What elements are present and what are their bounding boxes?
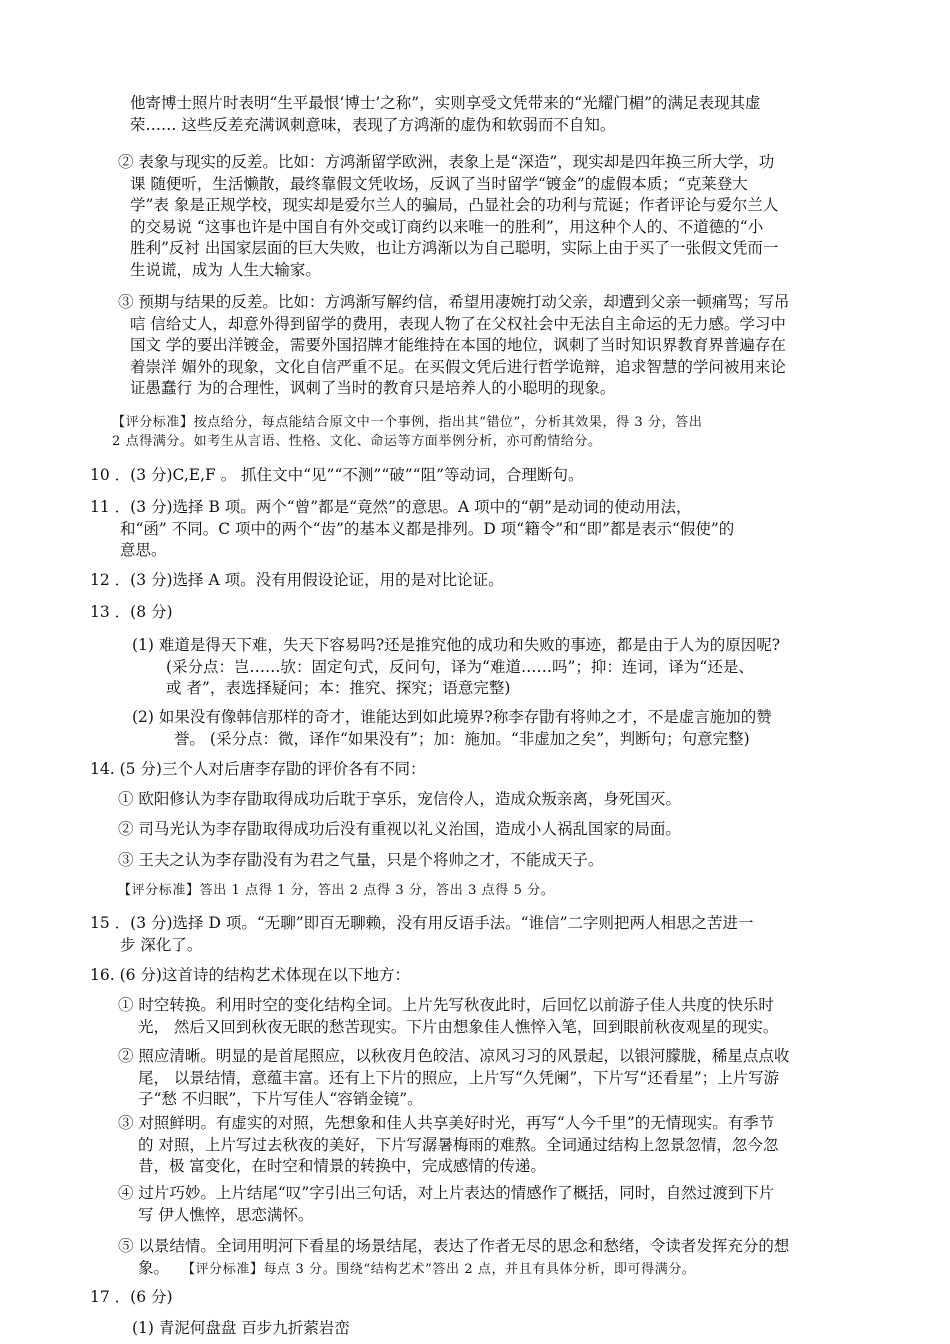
text-line: 【评分标准】答出 1 点得 1 分，答出 2 点得 3 分，答出 3 点得 5 分。	[118, 883, 555, 898]
answer-q16-item1	[118, 995, 778, 1038]
answer-q12	[90, 570, 504, 592]
text-line: 12 ．(3 分)选择 A 项。没有用假设论证，用的是对比论证。	[90, 571, 504, 589]
text-line: 10 ．(3 分)C,E,F 。 抓住文中“见”“不测”“破”“阻”等动词，合理断句。	[90, 466, 584, 484]
text-line: 生说谎，成为 人生大输家。	[130, 260, 321, 279]
answer-q13-part2	[132, 707, 772, 750]
answer-q16-heading	[90, 965, 410, 987]
text-line: 胜利”反衬 出国家层面的巨大失败，也让方鸿渐以为自己聪明，实际上由于买了一张假文凭而一	[130, 239, 779, 257]
text-line: 证愚蠢行 为的合理性，讽刺了当时的教育只是培养人的小聪明的现象。	[130, 379, 616, 397]
answer-q14-item	[118, 850, 603, 872]
text-line: ② 照应清晰。明显的是首尾照应，以秋夜月色皎洁、凉风习习的风景起，以银河朦胧，稀星点点收	[118, 1047, 790, 1065]
answer-q16-item2	[118, 1046, 789, 1111]
text-line: ④ 过片巧妙。上片结尾“叹”字引出三句话，对上片表达的情感作了概括，同时，自然过渡到下片	[118, 1184, 775, 1202]
paragraph-contrast-1-continued	[130, 93, 761, 136]
text-line: 15 ．(3 分)选择 D 项。“无聊”即百无聊赖，没有用反语手法。“谁信”二字则把两人相思之苦进一	[90, 914, 754, 932]
paragraph-contrast-3	[118, 292, 789, 400]
text-line: 他寄博士照片时表明“生平最恨‘博士’之称”，实则享受文凭带来的“光耀门楣”的满足表现其虚	[130, 94, 761, 112]
text-line: 唁 信给丈人，却意外得到留学的费用，表现人物了在父权社会中无法自主命运的无力感。学习中	[130, 314, 786, 333]
text-line: 学”表 象是正规学校，现实却是爱尔兰人的骗局，凸显社会的功利与荒诞；作者评论与爱尔兰人	[130, 196, 779, 214]
text-line: ② 司马光认为李存勖取得成功后没有重视以礼义治国，造成小人祸乱国家的局面。	[118, 820, 681, 838]
answer-q13-heading	[90, 602, 173, 624]
text-line: 的 对照，上片写过去秋夜的美好，下片写潺暑梅雨的难熬。全词通过结构上忽景忽情，忽今忽	[138, 1135, 779, 1154]
text-line: 写 伊人憔悴，思恋满怀。	[138, 1205, 314, 1224]
answer-q13-part1	[132, 635, 780, 700]
text-line: (1) 青泥何盘盘 百步九折萦岩峦	[132, 1319, 350, 1337]
answer-q15	[90, 913, 754, 956]
answer-q10	[90, 465, 584, 487]
answer-q17-item1	[132, 1318, 350, 1340]
text-line: (2) 如果没有像韩信那样的奇才，谁能达到如此境界?称李存勖有将帅之才，不是虚言施加的赞	[132, 708, 772, 726]
text-line: 13 ．(8 分)	[90, 603, 173, 621]
text-line: 或 者”，表选择疑问；本：推究、探究；语意完整)	[166, 679, 511, 697]
answer-q16-item5	[118, 1236, 789, 1279]
text-line: 课 随便听，生活懒散，最终靠假文凭收场，反讽了当时留学“镀金”的虚假本质；“克莱登大	[130, 174, 748, 193]
text-line: 尾， 以景结情，意蕴丰富。还有上下片的照应，上片写“久凭阑”，下片写“还看星”；上片写游	[138, 1068, 780, 1087]
scoring-standard-q9	[112, 413, 702, 451]
answer-q16-item4	[118, 1183, 774, 1226]
answer-q11	[90, 497, 734, 562]
answer-q16-item3	[118, 1113, 778, 1178]
text-line: 着崇洋 媚外的现象，文化自信严重不足。在买假文凭后进行哲学诡辩，追求智慧的学问被用来论	[130, 357, 786, 376]
text-line: 昔，极 富变化，在时空和情景的转换中，完成感情的传递。	[138, 1157, 546, 1175]
text-line: 光， 然后又回到秋夜无眠的愁苦现实。下片由想象佳人憔悴入笔，回到眼前秋夜观星的现实。	[138, 1017, 779, 1036]
text-line: ③ 王夫之认为李存勖没有为君之气量，只是个将帅之才，不能成天子。	[118, 851, 604, 869]
text-line: 国文 学的要出洋镀金，需要外国招牌才能维持在本国的地位，讽刺了当时知识界教育界普遍存在	[130, 336, 786, 354]
text-line: 11 ．(3 分)选择 B 项。两个“曾”都是“竟然”的意思。A 项中的“朝”是动词的使动用法，	[90, 498, 692, 516]
answer-q14-heading	[90, 759, 425, 781]
text-line: (1) 难道是得天下难，失天下容易吗?还是推究他的成功和失败的事迹，都是由于人为的原因呢?	[132, 636, 781, 654]
answer-q14-item	[118, 819, 681, 841]
paragraph-contrast-2	[118, 152, 778, 281]
text-line: 【评分标准】按点给分，每点能结合原文中一个事例，指出其“错位”，分析其效果，得 3 分，答出	[112, 415, 703, 430]
text-line: 荣…… 这些反差充满讽刺意味，表现了方鸿渐的虚伪和软弱而不自知。	[130, 115, 616, 134]
text-line	[118, 1258, 789, 1280]
scoring-standard-q16: 【评分标准】每点 3 分。围绕“结构艺术”答出 2 点，并且有具体分析，即可得满分。	[181, 1261, 696, 1277]
text-line: ② 表象与现实的反差。比如：方鸿渐留学欧洲，表象上是“深造”，现实却是四年换三所大学，功	[118, 153, 775, 171]
text-line: 16. (6 分)这首诗的结构艺术体现在以下地方：	[90, 966, 410, 984]
text-fragment: 象。	[138, 1258, 170, 1277]
text-line: 意思。	[120, 541, 167, 559]
text-line: 和“函” 不同。C 项中的两个“齿”的基本义都是排列。D 项“籍令”和“即”都是表示“假使”的	[120, 519, 735, 538]
text-line: 2 点得满分。如考生从言语、性格、文化、命运等方面举例分析，亦可酌情给分。	[112, 434, 602, 449]
text-line: 的交易说 “这事也许是中国自有外交或订商约以来唯一的胜利”，用这种个人的、不道德的“小	[130, 217, 764, 236]
text-line: 子“愁 不归眠”，下片写佳人“容销金镜”。	[138, 1090, 423, 1108]
text-line: ③ 预期与结果的反差。比如：方鸿渐写解约信，希望用凄婉打动父亲，却遭到父亲一顿痛骂；写吊	[118, 293, 790, 311]
text-line: 14. (5 分)三个人对后唐李存勖的评价各有不同：	[90, 760, 426, 778]
answer-q17-heading	[90, 1287, 173, 1309]
text-line: ③ 对照鲜明。有虚实的对照，先想象和佳人共享美好时光，再写“人今千里”的无情现实。有季节	[118, 1114, 775, 1132]
text-line: ① 欧阳修认为李存勖取得成功后耽于享乐，宠信伶人，造成众叛亲离，身死国灭。	[118, 790, 681, 808]
scoring-standard-q14	[118, 881, 554, 900]
text-line: 步 深化了。	[120, 935, 203, 954]
text-line: ⑤ 以景结情。全词用明河下看星的场景结尾，表达了作者无尽的思念和愁绪，令读者发挥充分的想	[118, 1237, 790, 1255]
text-line: (采分点：岂……欤：固定句式，反问句，译为“难道……吗”；抑：连词，译为“还是、	[166, 657, 754, 676]
answer-q14-item	[118, 789, 681, 811]
text-line: 誉。 (采分点：微，译作“如果没有”；加：施加。“非虚加之矣”，判断句；句意完整)	[174, 729, 750, 748]
text-line: 17 ．(6 分)	[90, 1288, 173, 1306]
text-line: ① 时空转换。利用时空的变化结构全词。上片先写秋夜此时，后回忆以前游子佳人共度的快乐时	[118, 996, 774, 1014]
